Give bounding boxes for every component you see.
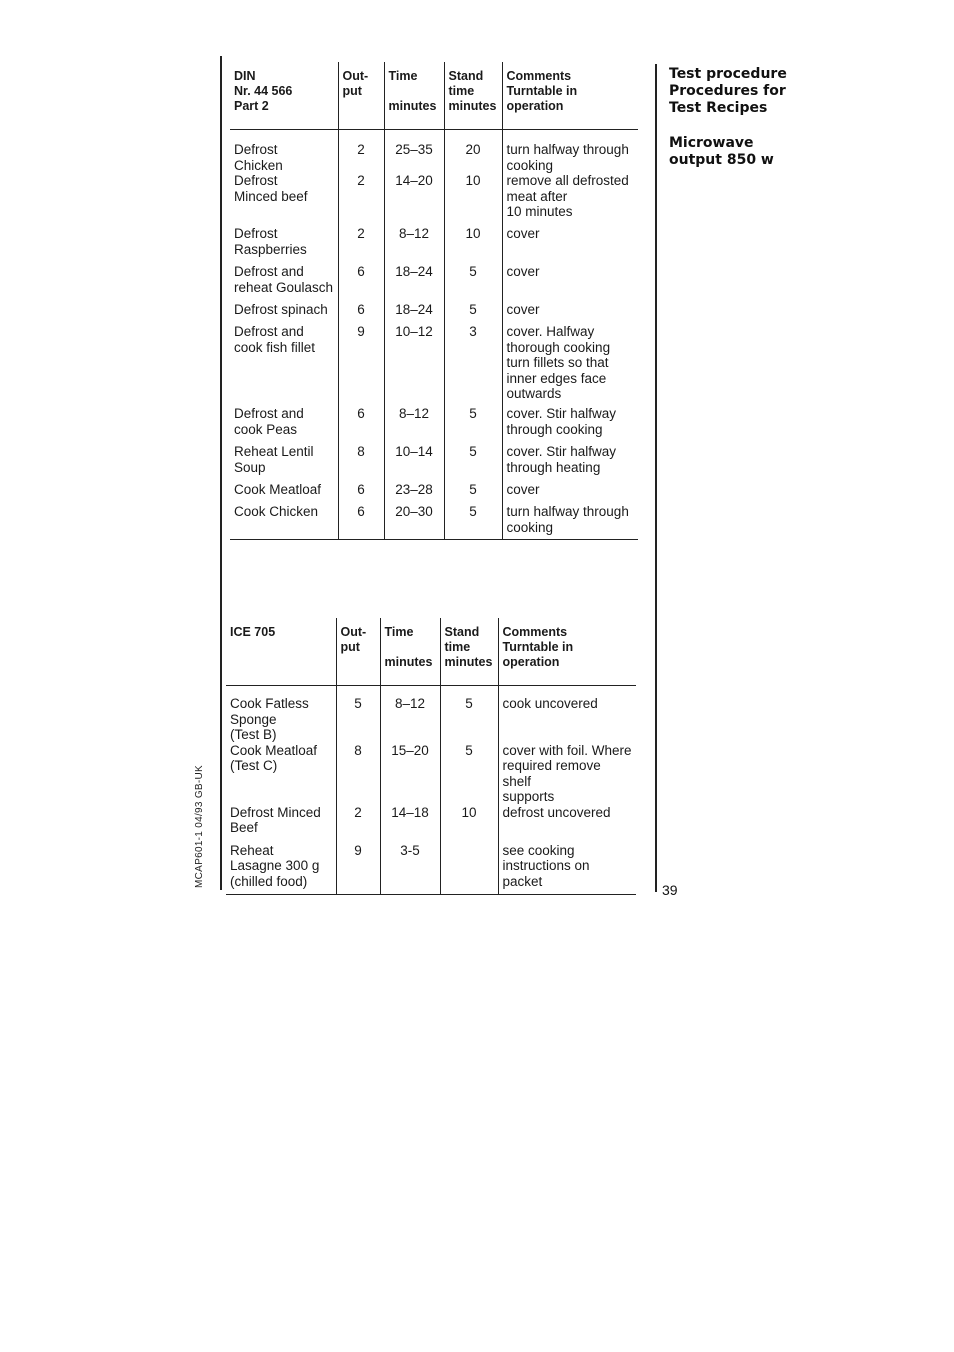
comment-cell [502,302,638,324]
recipe-name-cell [230,226,338,264]
header-text: put [340,640,360,654]
comment-line: cover [506,302,540,317]
section-subtitle [669,135,819,169]
header-text: Turntable in [502,640,574,654]
cooking-time-cell: 25–35 [384,130,444,174]
recipe-name-line: Defrost [234,226,278,241]
recipe-name-cell [230,406,338,444]
cooking-time-cell: 23–28 [384,482,444,504]
header-comments-cell [498,618,636,686]
comment-line: turn halfway through [506,504,629,519]
recipe-name-line: Minced beef [234,188,308,204]
header-text: minutes [448,99,497,113]
recipe-name-line: Reheat [230,842,274,858]
header-time-cell [380,618,440,686]
recipe-name-line: Chicken [234,157,283,173]
comment-line: cover. Stir halfway [506,406,617,421]
table-row [230,130,638,174]
comment-cell [498,843,636,895]
comment-line: turn halfway through [506,142,629,157]
output-level-cell: 5 [336,686,380,743]
stand-time-cell: 5 [440,686,498,743]
stand-time-cell [440,843,498,895]
header-text: Comments [502,625,568,639]
recipe-name-line: Defrost and [234,324,304,339]
right-margin-rule [655,64,657,892]
comment-line: inner edges face [506,370,607,386]
comment-line: through cooking [506,421,603,437]
output-level-cell: 9 [338,324,384,406]
table-row [230,504,638,539]
header-text: Stand [444,625,480,639]
cooking-time-cell: 15–20 [380,743,440,805]
table-row [226,743,636,805]
recipe-name-line: Defrost [234,142,278,157]
comment-line: cover with foil. Where [502,742,632,758]
cooking-time-cell: 8–12 [384,406,444,444]
cooking-time-cell: 3-5 [380,843,440,895]
output-level-cell: 6 [338,406,384,444]
header-text: minutes [444,655,493,669]
recipe-name-line: Cook Chicken [234,504,319,519]
comment-line: meat after [506,188,568,204]
header-stand-time-cell [444,62,502,130]
section-subtitle-line: output 850 w [669,152,774,168]
comment-line: see cooking [502,842,575,858]
stand-time-cell: 5 [444,406,502,444]
cooking-time-cell: 18–24 [384,264,444,302]
recipe-name-line: Soup [234,459,266,475]
comment-cell [498,686,636,743]
header-text: Nr. 44 566 [234,84,293,98]
table-row [226,686,636,743]
recipe-name-line: Defrost and [234,264,304,279]
cooking-time-cell: 10–14 [384,444,444,482]
stand-time-cell: 10 [444,226,502,264]
header-comments-cell [502,62,638,130]
comment-cell [502,406,638,444]
cooking-time-cell: 18–24 [384,302,444,324]
recipe-name-line: (Test C) [230,758,278,773]
recipe-name-line: Cook Meatloaf [230,742,318,758]
comment-cell [502,173,638,226]
header-text: minutes [388,99,437,113]
recipe-name-line: Cook Fatless [230,696,309,711]
table-row [230,264,638,302]
header-text: operation [506,99,564,113]
table-row [230,226,638,264]
output-level-cell: 2 [336,805,380,843]
stand-time-cell: 5 [444,264,502,302]
header-text: time [444,640,471,654]
output-level-cell: 9 [336,843,380,895]
header-text: Comments [506,69,572,83]
recipe-name-line: reheat Goulasch [234,279,334,295]
header-text: Stand [448,69,484,83]
output-level-cell: 6 [338,264,384,302]
recipe-name-cell [226,843,336,895]
output-level-cell: 6 [338,302,384,324]
stand-time-cell: 5 [440,743,498,805]
comment-line: cover. Halfway [506,324,595,339]
stand-time-cell: 20 [444,130,502,174]
comment-line: cooking [506,157,554,173]
comment-cell [502,504,638,539]
header-text: ICE 705 [230,625,276,639]
table-row [230,444,638,482]
comment-cell [502,482,638,504]
recipe-name-line: cook Peas [234,421,298,437]
header-text: minutes [384,655,433,669]
comment-line: cover [506,482,540,497]
header-text: put [342,84,362,98]
header-name-cell [226,618,336,686]
comment-line: required remove shelf [502,758,601,789]
comment-line: cover [506,226,540,241]
stand-time-cell: 5 [444,504,502,539]
comment-line: supports [502,789,555,804]
page-number: 39 [662,882,678,898]
recipe-name-cell [230,504,338,539]
output-level-cell: 6 [338,504,384,539]
header-stand-time-cell [440,618,498,686]
cooking-time-cell: 10–12 [384,324,444,406]
table-row [230,406,638,444]
comment-line: cover. Stir halfway [506,444,617,459]
recipe-name-cell [230,302,338,324]
recipe-name-cell [230,482,338,504]
output-level-cell: 2 [338,130,384,174]
cooking-time-cell: 8–12 [384,226,444,264]
comment-cell [502,264,638,302]
header-text: Out- [340,625,367,639]
recipe-name-line: Defrost and [234,406,304,421]
recipe-name-line: (Test B) [230,727,277,742]
recipe-name-line: cook fish fillet [234,339,316,355]
section-title-line: Test Recipes [669,100,768,116]
output-level-cell: 8 [338,444,384,482]
header-text: operation [502,655,560,669]
recipe-name-line: Defrost Minced [230,804,321,820]
stand-time-cell: 5 [444,444,502,482]
din-test-table [230,62,638,540]
output-level-cell: 2 [338,226,384,264]
comment-cell [502,130,638,174]
comment-line: remove all defrosted [506,173,629,188]
recipe-name-line: Sponge [230,711,277,727]
left-margin-rule [220,56,222,890]
comment-cell [502,226,638,264]
recipe-name-line: Raspberries [234,241,307,257]
comment-line: instructions on packet [502,858,590,889]
comment-line: cover [506,264,540,279]
header-output-cell [336,618,380,686]
header-text: time [448,84,475,98]
stand-time-cell: 5 [444,302,502,324]
comment-line: outwards [506,386,562,401]
table-row [230,482,638,504]
comment-line: 10 minutes [506,204,573,219]
cooking-time-cell: 8–12 [380,686,440,743]
header-text: Time [384,625,414,639]
recipe-name-cell [230,173,338,226]
header-row [226,618,636,686]
output-level-cell: 2 [338,173,384,226]
cooking-time-cell: 20–30 [384,504,444,539]
table-row [226,843,636,895]
comment-line: cooking [506,519,554,535]
comment-line: cook uncovered [502,696,598,711]
header-time-cell [384,62,444,130]
header-text: Time [388,69,418,83]
header-text: Out- [342,69,369,83]
header-text: Part 2 [234,99,269,113]
header-text: Turntable in [506,84,578,98]
recipe-name-cell [230,130,338,174]
document-code: MCAP601-1 04/93 GB-UK [194,764,205,888]
stand-time-cell: 3 [444,324,502,406]
recipe-name-cell [226,686,336,743]
stand-time-cell: 10 [444,173,502,226]
comment-line: through heating [506,459,601,475]
comment-cell [498,743,636,805]
header-text: DIN [234,69,256,83]
cooking-time-cell: 14–20 [384,173,444,226]
comment-cell [498,805,636,843]
recipe-name-line: Defrost [234,173,278,188]
section-title-line: Procedures for [669,83,786,99]
recipe-name-cell [226,743,336,805]
comment-line: thorough cooking [506,339,611,355]
stand-time-cell: 5 [444,482,502,504]
comment-cell [502,324,638,406]
table-row [230,302,638,324]
section-subtitle-line: Microwave [669,135,754,151]
section-title-line: Test procedure [669,66,787,82]
table-row [226,805,636,843]
comment-line: turn fillets so that [506,355,609,370]
comment-cell [502,444,638,482]
recipe-name-line: Cook Meatloaf [234,482,322,497]
recipe-name-cell [230,324,338,406]
ice-test-table [226,618,636,895]
output-level-cell: 6 [338,482,384,504]
recipe-name-line: (chilled food) [230,873,308,889]
output-level-cell: 8 [336,743,380,805]
table-row [230,173,638,226]
header-row [230,62,638,130]
cooking-time-cell: 14–18 [380,805,440,843]
header-name-cell [230,62,338,130]
recipe-name-cell [230,264,338,302]
header-output-cell [338,62,384,130]
stand-time-cell: 10 [440,805,498,843]
recipe-name-cell [226,805,336,843]
table-row [230,324,638,406]
recipe-name-line: Lasagne 300 g [230,858,320,873]
recipe-name-line: Beef [230,820,258,835]
section-title [669,66,819,117]
recipe-name-line: Defrost spinach [234,302,328,317]
comment-line: defrost uncovered [502,804,611,820]
recipe-name-cell [230,444,338,482]
recipe-name-line: Reheat Lentil [234,444,314,459]
